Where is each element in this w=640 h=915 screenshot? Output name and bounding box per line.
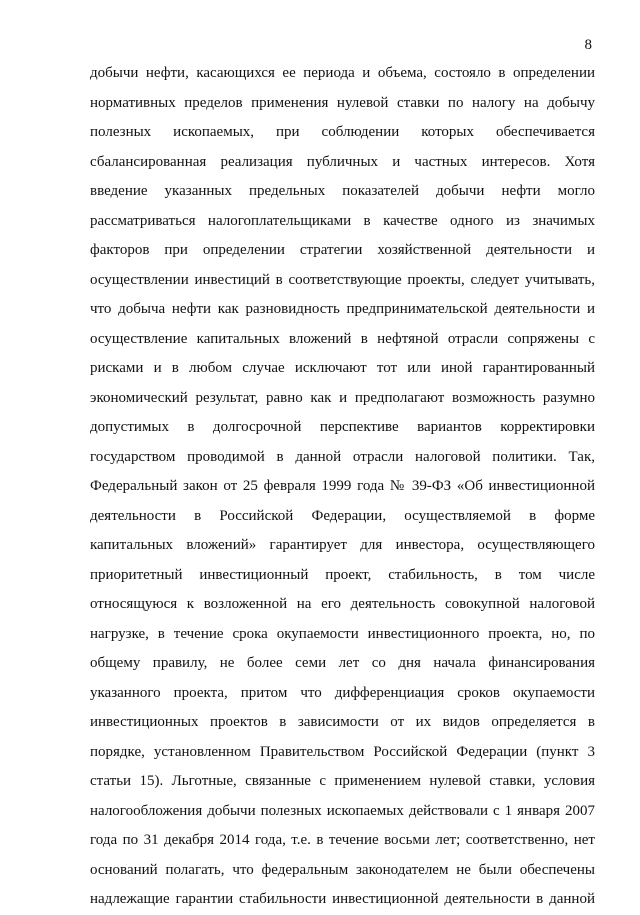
text-line: введение указанных предельных показателей добычи нефти могло: [90, 183, 595, 199]
text-line: порядке, установленном Правительством Российской Федерации (пункт 3: [90, 743, 595, 760]
page-number: 8: [584, 37, 592, 53]
text-line: надлежащие гарантии стабильности инвестиционной деятельности в данной: [90, 891, 595, 907]
text-line: осуществление капитальных вложений в нефтяной отрасли сопряжены с: [90, 330, 595, 347]
text-line: рисками и в любом случае исключают тот или иной гарантированный: [90, 360, 595, 376]
text-line: статьи 15). Льготные, связанные с применением нулевой ставки, условия: [90, 773, 595, 789]
text-line: указанного проекта, притом что дифференциация сроков окупаемости: [90, 684, 595, 701]
text-line: относящуюся к возложенной на его деятельность совокупной налоговой: [90, 596, 595, 612]
text-line: деятельности в Российской Федерации, осуществляемой в форме: [90, 507, 595, 524]
text-line: Федеральный закон от 25 февраля 1999 года № 39-ФЗ «Об инвестиционной: [90, 478, 595, 494]
text-line: приоритетный инвестиционный проект, стабильность, в том числе: [90, 566, 595, 583]
text-line: что добыча нефти как разновидность предпринимательской деятельности и: [90, 301, 595, 317]
text-line: общему правилу, не более семи лет со дня начала финансирования: [90, 655, 595, 671]
text-line: нормативных пределов применения нулевой ставки по налогу на добычу: [90, 94, 595, 111]
text-line: инвестиционных проектов в зависимости от их видов определяется в: [90, 714, 595, 730]
text-line: государством проводимой в данной отрасли налоговой политики. Так,: [90, 448, 595, 465]
text-line: нагрузке, в течение срока окупаемости инвестиционного проекта, но, по: [90, 625, 595, 642]
text-line: налогообложения добычи полезных ископаемых действовали с 1 января 2007: [90, 802, 595, 819]
text-line: оснований полагать, что федеральным законодателем не были обеспечены: [90, 861, 595, 878]
text-line: добычи нефти, касающихся ее периода и объема, состояло в определении: [90, 65, 595, 81]
document-body: [90, 59, 595, 915]
text-line: полезных ископаемых, при соблюдении которых обеспечивается: [90, 124, 595, 140]
text-line: экономический результат, равно как и предполагают возможность разумно: [90, 389, 595, 406]
text-line: осуществлении инвестиций в соответствующие проекты, следует учитывать,: [90, 271, 595, 288]
text-line: рассматриваться налогоплательщиками в качестве одного из значимых: [90, 212, 595, 229]
text-line: факторов при определении стратегии хозяйственной деятельности и: [90, 242, 595, 258]
text-line: допустимых в долгосрочной перспективе вариантов корректировки: [90, 419, 595, 435]
text-line: сбалансированная реализация публичных и частных интересов. Хотя: [90, 153, 595, 170]
text-line: года по 31 декабря 2014 года, т.е. в течение восьми лет; соответственно, нет: [90, 832, 595, 848]
text-line: капитальных вложений» гарантирует для инвестора, осуществляющего: [90, 537, 595, 553]
